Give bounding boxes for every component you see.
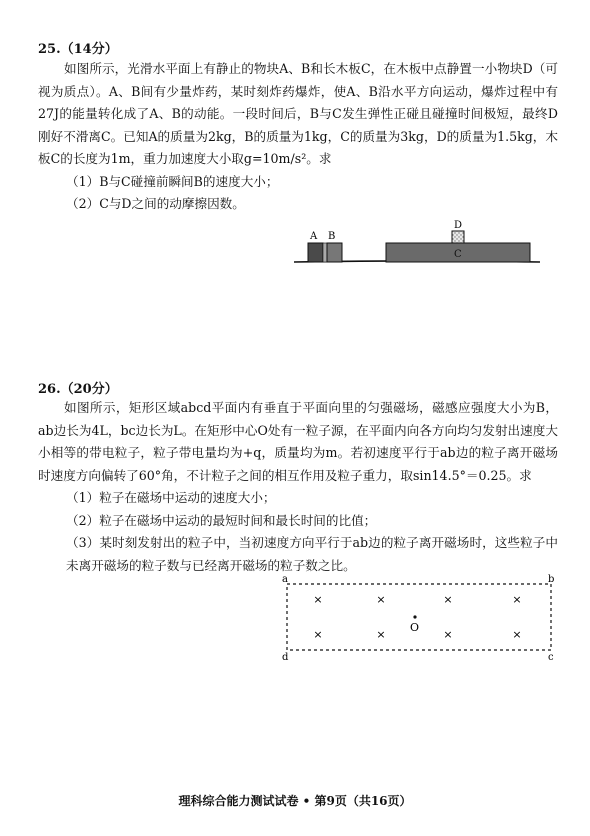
q25-subquestion-1: （1）B与C碰撞前瞬间B的速度大小； <box>66 173 279 189</box>
q25-body: 如图所示，光滑水平面上有静止的物块A、B和长木板C，在木板中点静置一小物块D（可视为质点）。A、B间有少量炸药，某时刻炸药爆炸，使A、B沿水平方向运动，爆炸过程中有27J的能量转化成了A、B的动能。一段时间后，B与C发生弹性正碰且碰撞时间极短，最终D刚好不滑离C。已知A的质量为2kg，B的质量为1kg，C的质量为3kg，D的质量为1.5kg，木板C的长度为1m，重力加速度大小取g=10m/s²。求 <box>38 61 558 166</box>
q26-subquestion-1: （1）粒子在磁场中运动的速度大小； <box>66 490 276 505</box>
q26-subquestion-2: （2）粒子在磁场中运动的最短时间和最长时间的比值； <box>66 512 377 528</box>
q25-figure <box>290 212 550 272</box>
field-mark: × <box>512 628 522 641</box>
field-mark: × <box>376 628 386 641</box>
label-c: C <box>454 249 462 260</box>
field-mark: × <box>376 593 386 606</box>
label-d: D <box>454 220 463 231</box>
label-b: B <box>328 231 336 242</box>
field-mark: × <box>313 628 323 641</box>
q26-heading: 26.（20分） <box>38 382 118 397</box>
corner-b: b <box>548 574 555 585</box>
page-footer: 理科综合能力测试试卷 • 第9页（共16页） <box>178 794 412 808</box>
center-o: O <box>410 621 420 634</box>
field-mark: × <box>443 593 453 606</box>
q26-body: 如图所示，矩形区域abcd平面内有垂直于平面向里的匀强磁场，磁感应强度大小为B，ab边长为4L，bc边长为L。在矩形中心O处有一粒子源，在平面内向各方向均匀发射出速度大小相等的带电粒子，粒子带电量均为+q，质量均为m。若初速度平行于ab边的粒子离开磁场时速度方向偏转了60°角，不计粒子之间的相互作用及粒子重力，取sin14.5°＝0.25。求 <box>38 400 558 483</box>
label-a: A <box>310 231 318 242</box>
corner-a: a <box>282 574 288 585</box>
corner-d: d <box>282 652 289 663</box>
q25-text <box>38 58 558 216</box>
field-mark: × <box>443 628 453 641</box>
q26-text <box>38 397 558 577</box>
block-a <box>308 243 323 262</box>
block-d <box>452 231 464 243</box>
magnetic-field-region <box>287 584 551 650</box>
q26-subquestion-3: （3）某时刻发射出的粒子中，当初速度方向平行于ab边的粒子离开磁场时，这些粒子中未离开磁场的粒子数与已经离开磁场的粒子数之比。 <box>66 535 558 573</box>
q26-figure <box>278 572 560 664</box>
q25-subquestion-2: （2）C与D之间的动摩擦因数。 <box>66 196 245 211</box>
particle-source-dot <box>413 615 416 618</box>
block-b <box>327 243 342 262</box>
field-mark: × <box>512 593 522 606</box>
corner-c: c <box>548 652 554 663</box>
q25-heading: 25.（14分） <box>38 42 118 57</box>
field-mark: × <box>313 593 323 606</box>
